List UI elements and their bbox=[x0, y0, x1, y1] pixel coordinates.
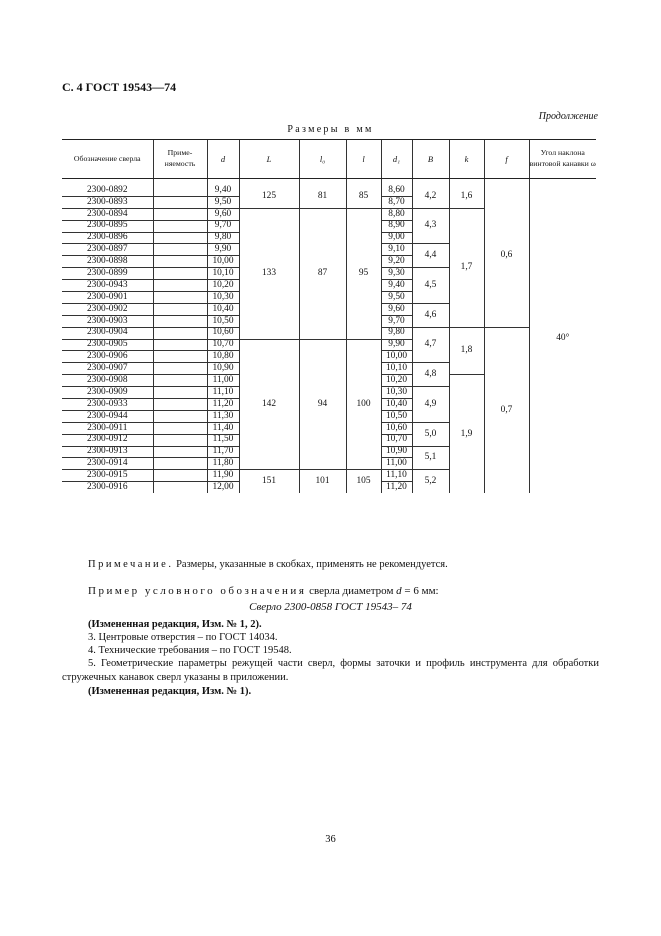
header-d: d bbox=[207, 140, 239, 179]
drill-code: 2300-0903 bbox=[62, 315, 153, 327]
drill-code: 2300-0892 bbox=[62, 185, 153, 196]
d-value: 11,00 bbox=[207, 375, 239, 387]
header-applicability: Приме- няемость bbox=[153, 140, 207, 179]
drill-code: 2300-0912 bbox=[62, 434, 153, 446]
note-text: Размеры, указанные в скобках, применять не рекомендуется. bbox=[173, 559, 448, 570]
d-value: 10,70 bbox=[207, 339, 239, 351]
B-value: 4,5 bbox=[412, 268, 449, 304]
k-value: 1,8 bbox=[449, 327, 484, 375]
L-value: 125 bbox=[239, 185, 299, 208]
applicability-cell bbox=[153, 185, 207, 196]
d-value: 11,70 bbox=[207, 446, 239, 458]
k-value: 1,6 bbox=[449, 185, 484, 208]
l-value: 100 bbox=[346, 339, 381, 470]
d-value: 10,40 bbox=[207, 303, 239, 315]
d1-value: 9,00 bbox=[381, 232, 412, 244]
d1-value: 8,90 bbox=[381, 220, 412, 232]
applicability-cell bbox=[153, 410, 207, 422]
example bbox=[88, 584, 439, 598]
drill-code: 2300-0906 bbox=[62, 351, 153, 363]
d-value: 12,00 bbox=[207, 482, 239, 493]
applicability-cell bbox=[153, 292, 207, 304]
d1-value: 10,00 bbox=[381, 351, 412, 363]
drill-code: 2300-0899 bbox=[62, 268, 153, 280]
drill-code: 2300-0893 bbox=[62, 196, 153, 208]
l-value: 95 bbox=[346, 208, 381, 339]
page-number: 36 bbox=[325, 834, 336, 845]
d1-value: 11,00 bbox=[381, 458, 412, 470]
l0-value: 87 bbox=[299, 208, 346, 339]
d-value: 10,60 bbox=[207, 327, 239, 339]
drill-code: 2300-0896 bbox=[62, 232, 153, 244]
revision-note-2: (Измененная редакция, Изм. № 1). bbox=[88, 686, 252, 697]
drill-code: 2300-0915 bbox=[62, 470, 153, 482]
item-3: 3. Центровые отверстия – по ГОСТ 14034. bbox=[88, 632, 278, 643]
applicability-cell bbox=[153, 351, 207, 363]
applicability-cell bbox=[153, 434, 207, 446]
applicability-cell bbox=[153, 232, 207, 244]
drill-code: 2300-0944 bbox=[62, 410, 153, 422]
drill-code: 2300-0909 bbox=[62, 387, 153, 399]
example-value: = 6 мм: bbox=[401, 585, 439, 597]
d1-value: 8,80 bbox=[381, 208, 412, 220]
d-value: 11,20 bbox=[207, 399, 239, 411]
d1-value: 8,60 bbox=[381, 185, 412, 196]
applicability-cell bbox=[153, 446, 207, 458]
d-value: 11,90 bbox=[207, 470, 239, 482]
applicability-cell bbox=[153, 196, 207, 208]
d-value: 10,20 bbox=[207, 280, 239, 292]
drill-code: 2300-0908 bbox=[62, 375, 153, 387]
d-value: 9,90 bbox=[207, 244, 239, 256]
d-value: 9,80 bbox=[207, 232, 239, 244]
B-value: 4,2 bbox=[412, 185, 449, 208]
k-value: 1,9 bbox=[449, 375, 484, 493]
note-label: Примечание. bbox=[88, 559, 174, 570]
d1-value: 10,20 bbox=[381, 375, 412, 387]
d-value: 10,50 bbox=[207, 315, 239, 327]
d1-value: 9,90 bbox=[381, 339, 412, 351]
applicability-cell bbox=[153, 422, 207, 434]
applicability-cell bbox=[153, 303, 207, 315]
d1-value: 10,50 bbox=[381, 410, 412, 422]
sizes-caption: Размеры в мм bbox=[287, 124, 374, 135]
applicability-cell bbox=[153, 375, 207, 387]
d-value: 11,10 bbox=[207, 387, 239, 399]
d1-value: 9,20 bbox=[381, 256, 412, 268]
item-4: 4. Технические требования – по ГОСТ 19548. bbox=[88, 645, 292, 656]
L-value: 151 bbox=[239, 470, 299, 493]
l0-value: 81 bbox=[299, 185, 346, 208]
drill-dimensions-table bbox=[62, 139, 596, 493]
applicability-cell bbox=[153, 470, 207, 482]
drill-code: 2300-0907 bbox=[62, 363, 153, 375]
drill-code: 2300-0897 bbox=[62, 244, 153, 256]
note bbox=[88, 558, 448, 572]
header-L: L bbox=[239, 140, 299, 179]
applicability-cell bbox=[153, 280, 207, 292]
d1-value: 9,70 bbox=[381, 315, 412, 327]
f-value: 0,6 bbox=[484, 185, 529, 327]
header-B: B bbox=[412, 140, 449, 179]
applicability-cell bbox=[153, 387, 207, 399]
drill-code: 2300-0933 bbox=[62, 399, 153, 411]
drill-code: 2300-0904 bbox=[62, 327, 153, 339]
d1-value: 10,60 bbox=[381, 422, 412, 434]
header-l: l bbox=[346, 140, 381, 179]
d-value: 11,50 bbox=[207, 434, 239, 446]
drill-code: 2300-0916 bbox=[86, 482, 128, 492]
angle-value: 40° bbox=[529, 185, 596, 493]
applicability-cell bbox=[153, 268, 207, 280]
B-value: 5,0 bbox=[412, 422, 449, 446]
d-value: 11,80 bbox=[207, 458, 239, 470]
d-value: 10,10 bbox=[207, 268, 239, 280]
drill-code: 2300-0905 bbox=[62, 339, 153, 351]
d-value: 10,00 bbox=[207, 256, 239, 268]
l0-value: 101 bbox=[299, 470, 346, 493]
table-row bbox=[62, 185, 596, 196]
d-value: 9,60 bbox=[207, 208, 239, 220]
d1-value: 10,30 bbox=[381, 387, 412, 399]
d1-value: 10,70 bbox=[381, 434, 412, 446]
d-value: 9,70 bbox=[207, 220, 239, 232]
applicability-cell bbox=[153, 458, 207, 470]
B-value: 4,9 bbox=[412, 387, 449, 423]
applicability-cell bbox=[153, 256, 207, 268]
drill-code: 2300-0911 bbox=[62, 422, 153, 434]
B-value: 4,7 bbox=[412, 327, 449, 363]
applicability-cell bbox=[153, 315, 207, 327]
d1-value: 9,30 bbox=[381, 268, 412, 280]
drill-code: 2300-0913 bbox=[62, 446, 153, 458]
B-value: 4,3 bbox=[412, 208, 449, 244]
d1-value: 9,10 bbox=[381, 244, 412, 256]
header-angle: Угол наклона винтовой канавки ω bbox=[529, 140, 596, 179]
B-value: 5,1 bbox=[412, 446, 449, 470]
drill-code: 2300-0898 bbox=[62, 256, 153, 268]
d1-value: 10,10 bbox=[381, 363, 412, 375]
example-text: сверла диаметром bbox=[306, 585, 397, 597]
d1-value: 8,70 bbox=[381, 196, 412, 208]
l0-value: 94 bbox=[299, 339, 346, 470]
applicability-cell bbox=[153, 399, 207, 411]
example-var: d bbox=[396, 585, 402, 597]
applicability-cell bbox=[153, 244, 207, 256]
applicability-cell bbox=[153, 220, 207, 232]
B-value: 4,4 bbox=[412, 244, 449, 268]
page-header: С. 4 ГОСТ 19543—74 bbox=[62, 80, 177, 94]
d1-value: 9,80 bbox=[381, 327, 412, 339]
applicability-cell bbox=[153, 482, 207, 493]
d-value: 11,40 bbox=[207, 422, 239, 434]
header-designation: Обозначение сверла bbox=[62, 140, 153, 179]
drill-code: 2300-0901 bbox=[62, 292, 153, 304]
table-header-row bbox=[62, 140, 596, 179]
d-value: 10,30 bbox=[207, 292, 239, 304]
applicability-cell bbox=[153, 208, 207, 220]
d-value: 11,30 bbox=[207, 410, 239, 422]
d1-value: 9,40 bbox=[381, 280, 412, 292]
drill-code: 2300-0943 bbox=[62, 280, 153, 292]
header-k: k bbox=[449, 140, 484, 179]
f-value: 0,7 bbox=[484, 327, 529, 493]
drill-code: 2300-0894 bbox=[62, 208, 153, 220]
drill-code: 2300-0914 bbox=[62, 458, 153, 470]
applicability-cell bbox=[153, 327, 207, 339]
header-l0: l₀ bbox=[299, 140, 346, 179]
d1-value: 10,90 bbox=[381, 446, 412, 458]
d1-value: 11,10 bbox=[381, 470, 412, 482]
d1-value: 10,40 bbox=[381, 399, 412, 411]
d1-value: 11,20 bbox=[381, 482, 412, 493]
header-f: f bbox=[484, 140, 529, 179]
example-designation: Сверло 2300-0858 ГОСТ 19543– 74 bbox=[249, 601, 412, 613]
d1-value: 9,60 bbox=[381, 303, 412, 315]
L-value: 133 bbox=[239, 208, 299, 339]
L-value: 142 bbox=[239, 339, 299, 470]
revision-note-1: (Измененная редакция, Изм. № 1, 2). bbox=[88, 619, 262, 630]
B-value: 4,8 bbox=[412, 363, 449, 387]
continuation-label: Продолжение bbox=[538, 111, 598, 122]
d-value: 10,80 bbox=[207, 351, 239, 363]
d1-value: 9,50 bbox=[381, 292, 412, 304]
applicability-cell bbox=[153, 363, 207, 375]
B-value: 4,6 bbox=[412, 303, 449, 327]
d-value: 9,50 bbox=[207, 196, 239, 208]
applicability-cell bbox=[153, 339, 207, 351]
header-d1: d₁ bbox=[381, 140, 412, 179]
drill-code: 2300-0902 bbox=[62, 303, 153, 315]
B-value: 5,2 bbox=[412, 470, 449, 493]
example-label: Пример условного обозначения bbox=[88, 585, 307, 597]
item-5: 5. Геометрические параметры режущей части сверл, формы заточки и профиль инструмента для обработки стружечных канавок сверл указаны в приложении. bbox=[62, 658, 599, 683]
drill-code: 2300-0895 bbox=[62, 220, 153, 232]
d-value: 9,40 bbox=[207, 185, 239, 196]
l-value: 85 bbox=[346, 185, 381, 208]
d-value: 10,90 bbox=[207, 363, 239, 375]
k-value: 1,7 bbox=[449, 208, 484, 327]
l-value: 105 bbox=[346, 470, 381, 493]
